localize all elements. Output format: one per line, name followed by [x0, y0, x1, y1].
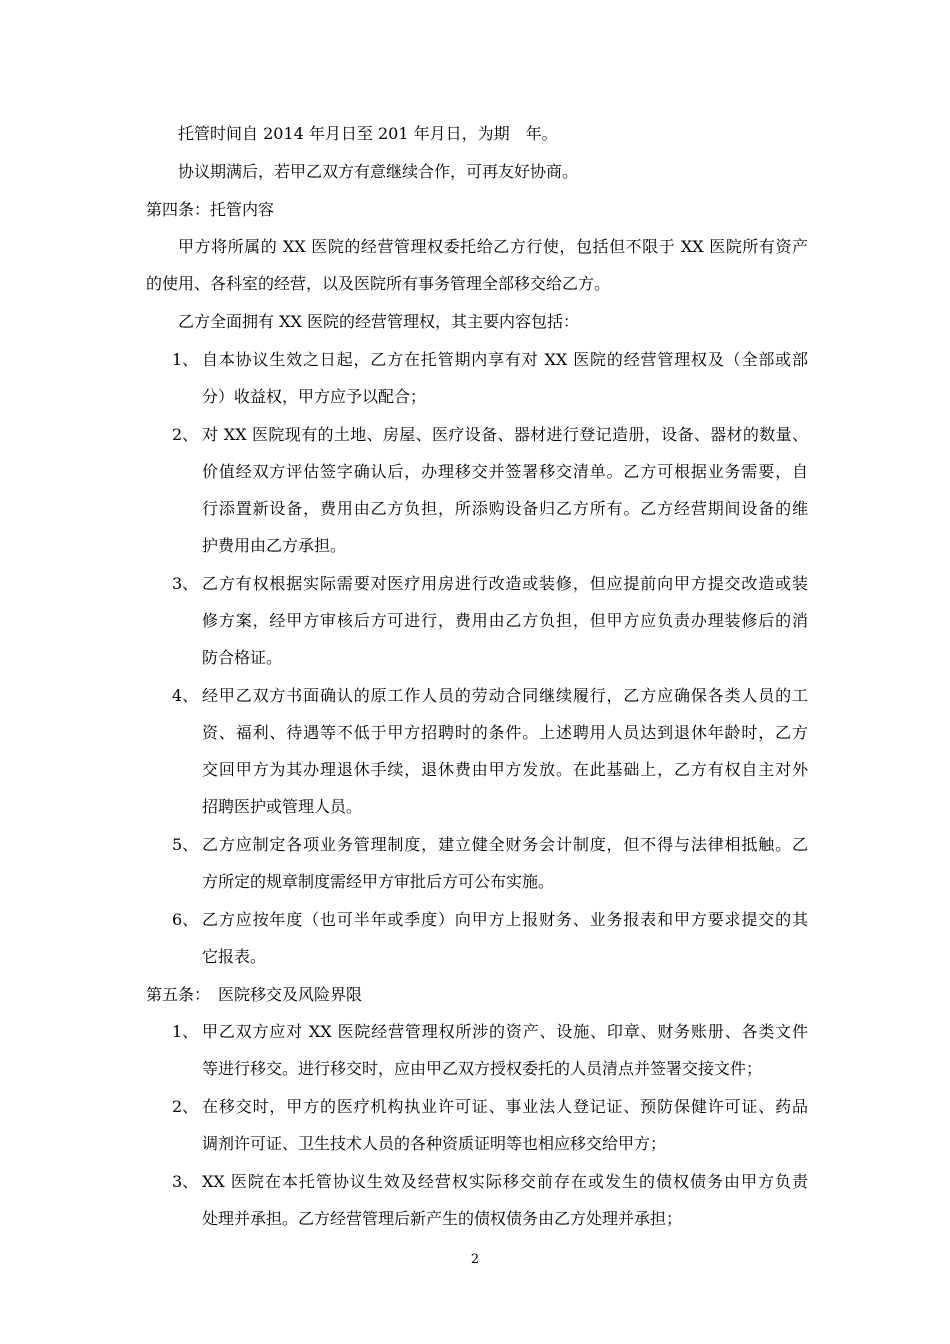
- list-item-line: 处理并承担。乙方经营管理后新产生的债权债务由乙方处理并承担；: [202, 1209, 683, 1228]
- list-item-line: 防合格证。: [202, 648, 283, 667]
- list-item-line: 价值经双方评估签字确认后，办理移交并签署移交清单。乙方可根据业务需要，自: [202, 462, 808, 481]
- term-paragraph-1: 托管时间自 2014 年月日至 201 年月日，为期 年。: [178, 124, 558, 143]
- list-item-line: 交回甲方为其办理退休手续，退休费由甲方发放。在此基础上，乙方有权自主对外: [202, 760, 808, 779]
- list-item-number: 4、: [172, 686, 199, 705]
- list-item-line: 调剂许可证、卫生技术人员的各种资质证明等也相应移交给甲方；: [202, 1134, 667, 1153]
- term-paragraph-2: 协议期满后，若甲乙双方有意继续合作，可再友好协商。: [178, 162, 579, 181]
- list-item-line: 乙方有权根据实际需要对医疗用房进行改造或装修，但应提前向甲方提交改造或装: [202, 574, 808, 593]
- page-number: 2: [470, 1252, 480, 1267]
- article-4-paragraph-1-line-1: 甲方将所属的 XX 医院的经营管理权委托给乙方行使，包括但不限于 XX 医院所有资产: [178, 237, 808, 256]
- list-item-line: 自本协议生效之日起，乙方在托管期内享有对 XX 医院的经营管理权及（全部或部: [202, 350, 808, 369]
- list-item-number: 3、: [172, 574, 199, 593]
- list-item-line: 乙方应制定各项业务管理制度，建立健全财务会计制度，但不得与法律相抵触。乙: [202, 835, 808, 854]
- list-item-line: 分）收益权，甲方应予以配合；: [202, 387, 427, 406]
- list-item-line: 方所定的规章制度需经甲方审批后方可公布实施。: [202, 872, 555, 891]
- list-item-number: 3、: [172, 1172, 199, 1191]
- list-item-line: 它报表。: [202, 947, 267, 966]
- list-item-line: 招聘医护或管理人员。: [202, 797, 363, 816]
- list-item-line: 护费用由乙方承担。: [202, 536, 347, 555]
- list-item-line: XX 医院在本托管协议生效及经营权实际移交前存在或发生的债权债务由甲方负责: [202, 1172, 808, 1191]
- list-item-line: 在移交时，甲方的医疗机构执业许可证、事业法人登记证、预防保健许可证、药品: [202, 1097, 808, 1116]
- list-item-line: 行添置新设备，费用由乙方负担，所添购设备归乙方所有。乙方经营期间设备的维: [202, 499, 808, 518]
- list-item-line: 乙方应按年度（也可半年或季度）向甲方上报财务、业务报表和甲方要求提交的其: [202, 910, 808, 929]
- list-item-line: 对 XX 医院现有的土地、房屋、医疗设备、器材进行登记造册，设备、器材的数量、: [202, 425, 808, 444]
- list-item-line: 等进行移交。进行移交时，应由甲乙双方授权委托的人员清点并签署交接文件；: [202, 1059, 763, 1078]
- article-4-paragraph-1-line-2: 的使用、各科室的经营，以及医院所有事务管理全部移交给乙方。: [146, 274, 611, 293]
- list-item-line: 甲乙双方应对 XX 医院经营管理权所涉的资产、设施、印章、财务账册、各类文件: [202, 1022, 808, 1041]
- list-item-number: 2、: [172, 1097, 199, 1116]
- list-item-number: 5、: [172, 835, 199, 854]
- article-4-paragraph-2: 乙方全面拥有 XX 医院的经营管理权，其主要内容包括：: [178, 312, 579, 331]
- list-item-line: 资、福利、待遇等不低于甲方招聘时的条件。上述聘用人员达到退休年龄时，乙方: [202, 723, 808, 742]
- list-item-number: 2、: [172, 425, 199, 444]
- article-5-heading: 第五条： 医院移交及风险界限: [146, 985, 363, 1004]
- list-item-number: 1、: [172, 1022, 199, 1041]
- article-4-heading: 第四条：托管内容: [146, 200, 275, 219]
- list-item-number: 1、: [172, 350, 199, 369]
- list-item-line: 修方案，经甲方审核后方可进行，费用由乙方负担，但甲方应负责办理装修后的消: [202, 611, 808, 630]
- list-item-number: 6、: [172, 910, 199, 929]
- list-item-line: 经甲乙双方书面确认的原工作人员的劳动合同继续履行，乙方应确保各类人员的工: [202, 686, 808, 705]
